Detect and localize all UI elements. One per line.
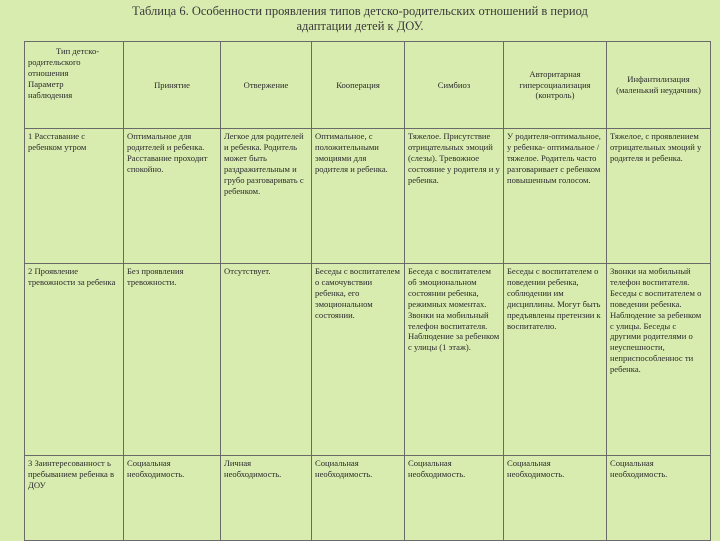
- table-row: [25, 129, 711, 264]
- table-cell: Социальная необходимость.: [504, 456, 607, 541]
- table-cell: Тяжелое. Присутствие отрицательных эмоций (слезы). Тревожное состояние у родителя и у ребенка.: [405, 129, 504, 264]
- table-cell: Легкое для родителей и ребенка. Родитель может быть раздражительным и грубо разговаривать с ребенком.: [221, 129, 312, 264]
- corner-line: отношения: [28, 67, 69, 78]
- corner-line: Тип детско-: [56, 46, 100, 56]
- table-cell: Оптимальное, с положительными эмоциями для родителя и ребенка.: [312, 129, 405, 264]
- table-cell: Оптимальное для родителей и ребенка. Расставание проходит спокойно.: [124, 129, 221, 264]
- corner-cell: [25, 42, 124, 129]
- table-cell: Социальная необходимость.: [124, 456, 221, 541]
- table-cell: Беседы с воспитателем о поведении ребенка, соблюдении им дисциплины. Могут быть предъявлены претензии к воспитателю.: [504, 264, 607, 456]
- table-cell: Без проявления тревожности.: [124, 264, 221, 456]
- corner-line: родительского: [28, 56, 81, 67]
- table-cell: Отсутствует.: [221, 264, 312, 456]
- corner-line: Параметр: [28, 78, 64, 89]
- header-row: [25, 42, 711, 129]
- table-cell: У родителя-оптимальное, у ребенка- оптимальное / тяжелое. Родитель часто разговаривает с ребенком повышенным голосом.: [504, 129, 607, 264]
- table-cell: Социальная необходимость.: [607, 456, 711, 541]
- header-infantilization: Инфантилизация (маленький неудачник): [607, 42, 711, 129]
- header-rejection: Отвержение: [221, 42, 312, 129]
- row-label: 1 Расставание с ребенком утром: [25, 129, 124, 264]
- header-authoritarian: Авторитарная гиперсоциализация (контроль): [504, 42, 607, 129]
- table-caption: [0, 4, 720, 34]
- header-cooperation: Кооперация: [312, 42, 405, 129]
- row-label: 2 Проявление тревожности за ребенка: [25, 264, 124, 456]
- row-label: 3 Заинтересованност ь пребыванием ребенка в ДОУ: [25, 456, 124, 541]
- table-cell: Беседа с воспитателем об эмоциональном состоянии ребенка, режимных моментах. Звонки на мобильный телефон воспитателя. Наблюдение за ребенком с улицы (1 этаж).: [405, 264, 504, 456]
- header-acceptance: Принятие: [124, 42, 221, 129]
- table-cell: Беседы с воспитателем о самочувствии ребенка, его эмоциональном состоянии.: [312, 264, 405, 456]
- table-row: [25, 264, 711, 456]
- table-cell: Социальная необходимость.: [405, 456, 504, 541]
- caption-line-1: Таблица 6. Особенности проявления типов детско-родительских отношений в период: [132, 4, 588, 18]
- table-cell: Тяжелое, с проявлением отрицательных эмоций у родителя и ребенка.: [607, 129, 711, 264]
- caption-line-2: адаптации детей к ДОУ.: [296, 19, 424, 33]
- header-symbiosis: Симбиоз: [405, 42, 504, 129]
- table-cell: Личная необходимость.: [221, 456, 312, 541]
- parent-child-relations-table: [24, 41, 711, 541]
- corner-line: наблюдения: [28, 89, 73, 100]
- table-cell: Социальная необходимость.: [312, 456, 405, 541]
- table-row: [25, 456, 711, 541]
- table-cell: Звонки на мобильный телефон воспитателя. Беседы с воспитателем о поведении ребенка. Наблюдение за ребенком с улицы. Беседы с другими родителями о неуспешности, неприспособленнос ти ребенка.: [607, 264, 711, 456]
